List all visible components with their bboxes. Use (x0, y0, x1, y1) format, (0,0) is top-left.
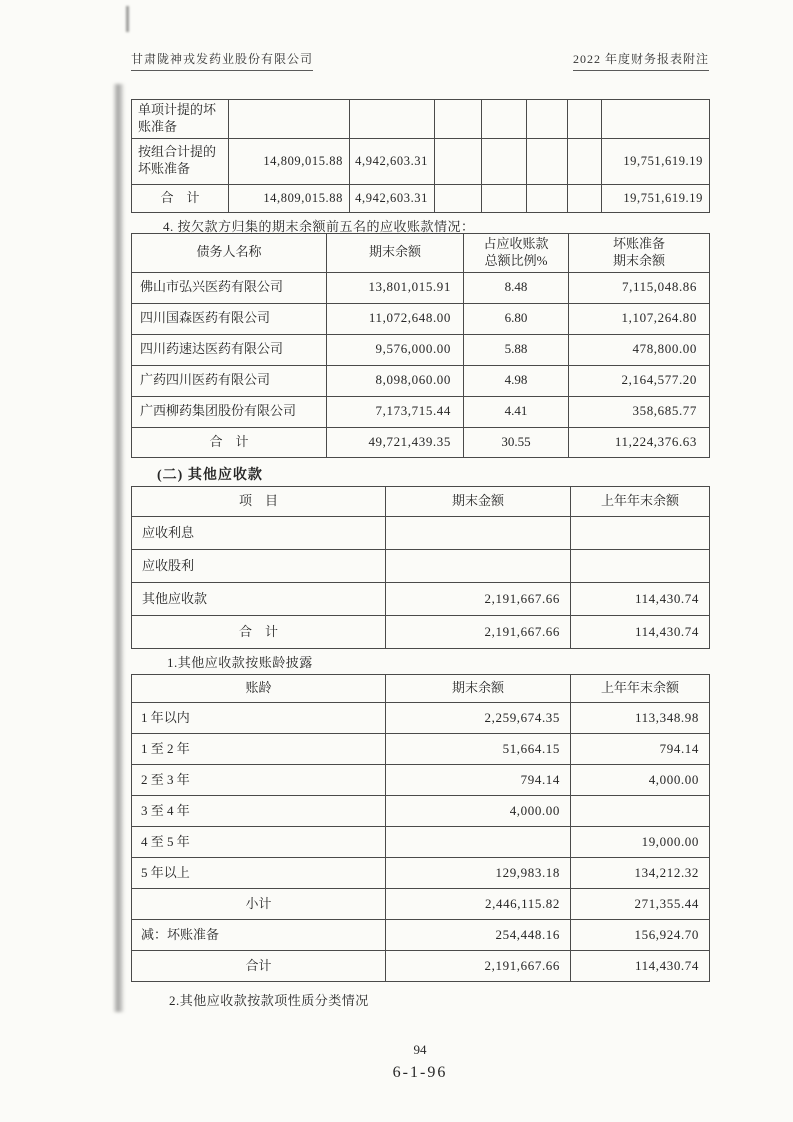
ending-cell: 2,191,667.66 (386, 583, 571, 616)
column-header-ratio-line2: 总额比例% (484, 252, 548, 268)
nature-note: 2.其他应收款按款项性质分类情况 (169, 993, 369, 1008)
table-total-row (132, 616, 710, 649)
table-row (132, 550, 710, 583)
page-number: 94 (413, 1042, 427, 1057)
column-header-ratio-line1: 占应收账款 (483, 236, 549, 251)
total-label-cell: 合计 (132, 951, 386, 982)
table-header-row (132, 234, 710, 273)
prior-cell: 113,348.98 (571, 703, 710, 734)
bad-debt-cell: 1,107,264.80 (569, 303, 710, 334)
ending-cell (386, 550, 571, 583)
ratio-cell: 4.98 (464, 365, 569, 396)
total-label-cell: 合 计 (132, 427, 327, 457)
empty-cell (482, 138, 527, 184)
ending-cell: 4,000.00 (386, 796, 571, 827)
empty-cell (527, 138, 568, 184)
prior-cell (571, 796, 710, 827)
bad-debt-cell: 358,685.77 (569, 396, 710, 427)
debtor-name-cell: 广药四川医药有限公司 (132, 365, 327, 396)
table-row (132, 396, 710, 427)
table-subtotal-row (132, 889, 710, 920)
company-name: 甘肃陇神戎发药业股份有限公司 (131, 50, 313, 71)
amount-cell: 14,809,015.88 (229, 184, 350, 212)
table-row (132, 334, 710, 365)
empty-cell (435, 138, 482, 184)
column-header-prior: 上年年末余额 (571, 675, 710, 703)
ending-cell: 254,448.16 (386, 920, 571, 951)
ratio-cell: 8.48 (464, 272, 569, 303)
aging-cell: 4 至 5 年 (132, 827, 386, 858)
debtor-name-cell: 四川药速达医药有限公司 (132, 334, 327, 365)
empty-cell (482, 100, 527, 139)
prior-cell: 794.14 (571, 734, 710, 765)
debtor-name-cell: 四川国森医药有限公司 (132, 303, 327, 334)
ending-cell (386, 517, 571, 550)
table-total-row (132, 951, 710, 982)
table-row (132, 100, 710, 139)
bad-debt-cell: 478,800.00 (569, 334, 710, 365)
prior-cell: 156,924.70 (571, 920, 710, 951)
table-header-row (132, 675, 710, 703)
column-header-ratio (464, 234, 569, 273)
ending-cell: 129,983.18 (386, 858, 571, 889)
prior-cell (571, 517, 710, 550)
ratio-cell: 5.88 (464, 334, 569, 365)
table-row (132, 703, 710, 734)
report-title: 2022 年度财务报表附注 (573, 50, 709, 71)
amount-cell: 4,942,603.31 (350, 138, 435, 184)
aging-note: 1.其他应收款按账龄披露 (167, 655, 313, 670)
balance-cell: 8,098,060.00 (327, 365, 464, 396)
debtor-name-cell: 广西柳药集团股份有限公司 (132, 396, 327, 427)
column-header-ending: 期末金额 (386, 487, 571, 517)
column-header-ending: 期末余额 (386, 675, 571, 703)
prior-cell: 114,430.74 (571, 616, 710, 649)
column-header-bad-debt (569, 234, 710, 273)
prior-cell: 114,430.74 (571, 951, 710, 982)
column-header-debtor: 债务人名称 (132, 234, 327, 273)
bad-debt-cell: 11,224,376.63 (569, 427, 710, 457)
ending-cell: 2,446,115.82 (386, 889, 571, 920)
section-4-title: 4. 按欠款方归集的期末余额前五名的应收账款情况： (163, 219, 475, 234)
column-header-prior: 上年年末余额 (571, 487, 710, 517)
aging-cell: 3 至 4 年 (132, 796, 386, 827)
row-label: 按组合计提的坏账准备 (132, 138, 229, 184)
prior-cell: 134,212.32 (571, 858, 710, 889)
bad-debt-provision-table (131, 99, 710, 213)
table-row (132, 583, 710, 616)
aging-cell: 1 年以内 (132, 703, 386, 734)
table-row (132, 184, 710, 212)
table-row (132, 303, 710, 334)
balance-cell: 9,576,000.00 (327, 334, 464, 365)
item-cell: 应收利息 (132, 517, 386, 550)
aging-cell: 1 至 2 年 (132, 734, 386, 765)
row-label: 合 计 (132, 184, 229, 212)
item-cell: 应收股利 (132, 550, 386, 583)
ending-cell: 2,259,674.35 (386, 703, 571, 734)
item-cell: 其他应收款 (132, 583, 386, 616)
table-row (132, 765, 710, 796)
ratio-cell: 30.55 (464, 427, 569, 457)
ending-cell: 794.14 (386, 765, 571, 796)
column-header-item: 项 目 (132, 487, 386, 517)
table-row (132, 827, 710, 858)
table-row (132, 734, 710, 765)
amount-cell: 14,809,015.88 (229, 138, 350, 184)
ratio-cell: 6.80 (464, 303, 569, 334)
ratio-cell: 4.41 (464, 396, 569, 427)
footer-code: 6-1-96 (392, 1064, 448, 1081)
amount-cell: 19,751,619.19 (602, 138, 710, 184)
top5-receivables-table (131, 233, 710, 458)
column-header-bad-debt-line1: 坏账准备 (612, 236, 665, 251)
empty-cell (568, 138, 602, 184)
aging-cell: 5 年以上 (132, 858, 386, 889)
ending-cell: 2,191,667.66 (386, 616, 571, 649)
amount-cell (350, 100, 435, 139)
table-total-row (132, 427, 710, 457)
prior-cell: 114,430.74 (571, 583, 710, 616)
empty-cell (568, 100, 602, 139)
ending-cell: 51,664.15 (386, 734, 571, 765)
table-row (132, 796, 710, 827)
prior-cell: 271,355.44 (571, 889, 710, 920)
column-header-aging: 账龄 (132, 675, 386, 703)
table-row (132, 920, 710, 951)
scan-artifact-corner (126, 6, 129, 32)
prior-cell: 4,000.00 (571, 765, 710, 796)
amount-cell (229, 100, 350, 139)
table-row (132, 138, 710, 184)
row-label: 单项计提的坏账准备 (132, 100, 229, 139)
bad-debt-cell: 2,164,577.20 (569, 365, 710, 396)
column-header-bad-debt-line2: 期末余额 (612, 252, 665, 268)
subtotal-label-cell: 小计 (132, 889, 386, 920)
table-row (132, 858, 710, 889)
balance-cell: 11,072,648.00 (327, 303, 464, 334)
amount-cell: 4,942,603.31 (350, 184, 435, 212)
section-2-heading: (二) 其他应收款 (157, 468, 263, 483)
empty-cell (435, 100, 482, 139)
prior-cell (571, 550, 710, 583)
aging-table (131, 674, 710, 982)
empty-cell (527, 184, 568, 212)
empty-cell (482, 184, 527, 212)
aging-cell: 减：坏账准备 (132, 920, 386, 951)
table-row (132, 517, 710, 550)
table-header-row (132, 487, 710, 517)
page-header (131, 50, 709, 71)
total-label-cell: 合 计 (132, 616, 386, 649)
ending-cell: 2,191,667.66 (386, 951, 571, 982)
ending-cell (386, 827, 571, 858)
column-header-ending-balance: 期末余额 (327, 234, 464, 273)
balance-cell: 13,801,015.91 (327, 272, 464, 303)
scan-shadow-left-edge (113, 84, 124, 1012)
other-receivables-table (131, 486, 710, 649)
balance-cell: 49,721,439.35 (327, 427, 464, 457)
amount-cell (602, 100, 710, 139)
table-row (132, 272, 710, 303)
empty-cell (568, 184, 602, 212)
aging-cell: 2 至 3 年 (132, 765, 386, 796)
prior-cell: 19,000.00 (571, 827, 710, 858)
amount-cell: 19,751,619.19 (602, 184, 710, 212)
table-row (132, 365, 710, 396)
empty-cell (527, 100, 568, 139)
empty-cell (435, 184, 482, 212)
bad-debt-cell: 7,115,048.86 (569, 272, 710, 303)
debtor-name-cell: 佛山市弘兴医药有限公司 (132, 272, 327, 303)
balance-cell: 7,173,715.44 (327, 396, 464, 427)
